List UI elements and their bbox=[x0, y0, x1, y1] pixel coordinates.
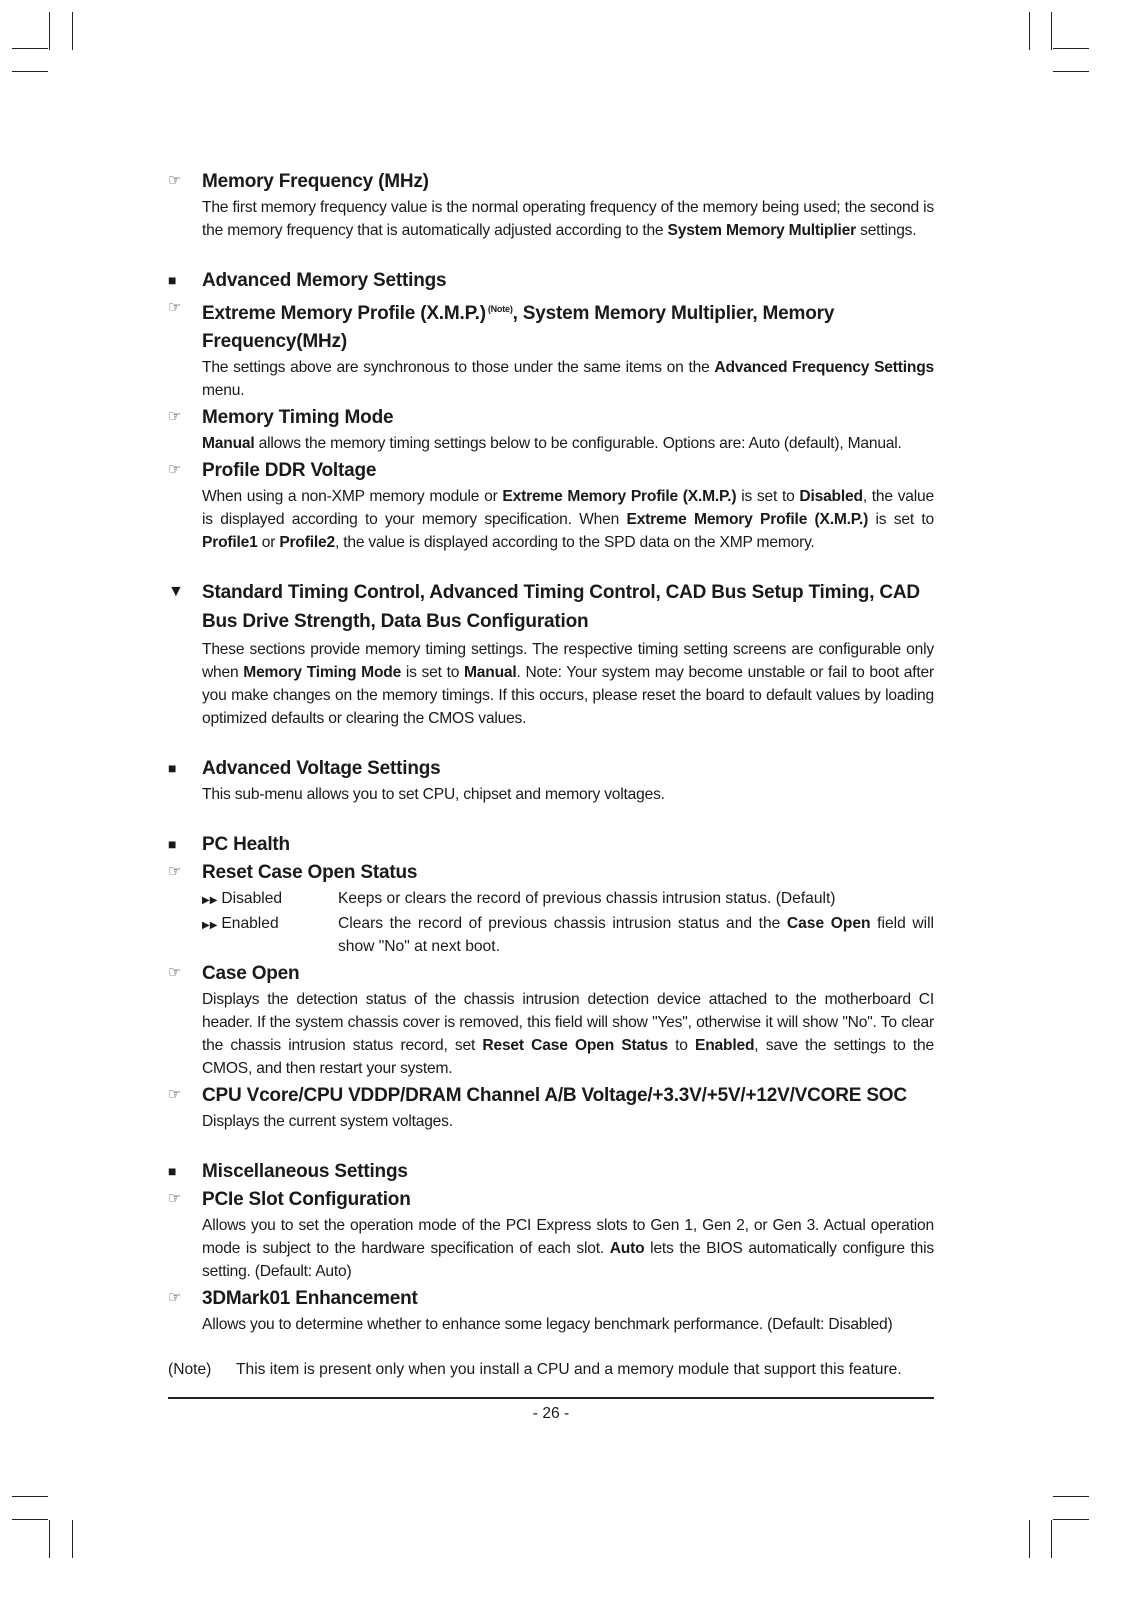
option-description: Clears the record of previous chassis intrusion status and the Case Open field will show "No" at next boot. bbox=[338, 915, 935, 955]
item-title: Profile DDR Voltage bbox=[202, 460, 377, 481]
item-3dmark01-enhancement bbox=[168, 1285, 934, 1336]
option-name: Disabled bbox=[221, 890, 283, 907]
crop-mark bbox=[49, 1520, 50, 1558]
square-bullet-icon: ■ bbox=[168, 1163, 177, 1179]
pointing-hand-icon: ☞ bbox=[168, 172, 182, 189]
double-arrow-icon: ▶▶ bbox=[202, 920, 218, 931]
crop-mark bbox=[1053, 71, 1089, 72]
pointing-hand-icon: ☞ bbox=[168, 863, 182, 880]
crop-mark bbox=[72, 1520, 73, 1558]
section-timing-control bbox=[168, 578, 934, 730]
pointing-hand-icon: ☞ bbox=[168, 408, 182, 425]
crop-mark bbox=[12, 71, 48, 72]
manual-page-content bbox=[168, 168, 934, 1336]
section-description: This sub-menu allows you to set CPU, chipset and memory voltages. bbox=[202, 786, 665, 803]
item-title: PCIe Slot Configuration bbox=[202, 1189, 411, 1210]
pointing-hand-icon: ☞ bbox=[168, 964, 182, 981]
double-arrow-icon: ▶▶ bbox=[202, 895, 218, 906]
option-row bbox=[202, 887, 934, 912]
item-memory-timing-mode bbox=[168, 404, 934, 455]
item-extreme-memory-profile bbox=[168, 295, 934, 402]
crop-mark bbox=[1051, 1520, 1052, 1558]
square-bullet-icon: ■ bbox=[168, 272, 177, 288]
note-superscript: (Note) bbox=[487, 304, 513, 314]
pointing-hand-icon: ☞ bbox=[168, 1086, 182, 1103]
pointing-hand-icon: ☞ bbox=[168, 1289, 182, 1306]
section-title: Standard Timing Control, Advanced Timing Control, CAD Bus Setup Timing, CAD Bus Drive Strength, Data Bus Configuration bbox=[202, 582, 920, 632]
item-description: Displays the detection status of the chassis intrusion detection device attached to the motherboard CI header. If the system chassis cover is removed, this field will show "Yes", otherwise it will show "No". To clear the chassis intrusion status record, set Reset Case Open Status to Enabled, save the settings to the CMOS, and then restart your system. bbox=[202, 991, 935, 1077]
section-title: Advanced Voltage Settings bbox=[202, 758, 441, 779]
item-description: The first memory frequency value is the normal operating frequency of the memory being used; the second is the memory frequency that is automatically adjusted according to the System Memory Multiplier settings. bbox=[202, 199, 934, 239]
page-number: - 26 - bbox=[532, 1405, 570, 1422]
crop-mark bbox=[12, 1496, 48, 1497]
section-title: PC Health bbox=[202, 834, 290, 855]
footnote-label: (Note) bbox=[168, 1361, 212, 1378]
item-profile-ddr-voltage bbox=[168, 457, 934, 554]
crop-mark bbox=[49, 12, 50, 50]
option-name: Enabled bbox=[221, 915, 279, 932]
crop-mark bbox=[1053, 1519, 1089, 1520]
item-memory-frequency bbox=[168, 168, 934, 242]
square-bullet-icon: ■ bbox=[168, 760, 177, 776]
item-pcie-slot-configuration bbox=[168, 1186, 934, 1283]
item-description: Manual allows the memory timing settings below to be configurable. Options are: Auto (default), Manual. bbox=[202, 435, 902, 452]
item-title: Memory Timing Mode bbox=[202, 407, 394, 428]
footer-rule bbox=[168, 1397, 934, 1399]
item-system-voltages bbox=[168, 1082, 934, 1133]
pointing-hand-icon: ☞ bbox=[168, 461, 182, 478]
section-miscellaneous-settings bbox=[168, 1157, 934, 1186]
option-description: Keeps or clears the record of previous chassis intrusion status. (Default) bbox=[338, 890, 836, 907]
section-title: Miscellaneous Settings bbox=[202, 1161, 408, 1182]
item-title: 3DMark01 Enhancement bbox=[202, 1288, 418, 1309]
crop-mark bbox=[12, 1519, 48, 1520]
pointing-hand-icon: ☞ bbox=[168, 299, 182, 316]
item-title: Extreme Memory Profile (X.M.P.) $^{(Note)}$, System Memory Multiplier, Memory Frequency(MHz) bbox=[202, 303, 835, 352]
item-description: Allows you to set the operation mode of the PCI Express slots to Gen 1, Gen 2, or Gen 3. Actual operation mode is subject to the hardware specification of each slot. Auto lets the BIOS automatically configure this setting. (Default: Auto) bbox=[202, 1217, 934, 1280]
item-title: CPU Vcore/CPU VDDP/DRAM Channel A/B Voltage/+3.3V/+5V/+12V/VCORE SOC bbox=[202, 1085, 907, 1106]
item-title: Memory Frequency (MHz) bbox=[202, 171, 429, 192]
item-title: Reset Case Open Status bbox=[202, 862, 418, 883]
section-description: These sections provide memory timing settings. The respective timing setting screens are configurable only when Memory Timing Mode is set to Manual. Note: Your system may become unstable or fail to boot after you make changes on the memory timings. If this occurs, please reset the board to default values by loading optimized defaults or clearing the CMOS values. bbox=[202, 641, 934, 727]
item-description: Displays the current system voltages. bbox=[202, 1113, 453, 1130]
item-case-open bbox=[168, 960, 934, 1080]
section-title: Advanced Memory Settings bbox=[202, 270, 447, 291]
item-reset-case-open-status bbox=[168, 859, 934, 958]
crop-mark bbox=[1053, 1496, 1089, 1497]
section-advanced-memory-settings bbox=[168, 266, 934, 295]
item-description: When using a non-XMP memory module or Extreme Memory Profile (X.M.P.) is set to Disabled, the value is displayed according to your memory specification. When Extreme Memory Profile (X.M.P.) is set to Profile1 or Profile2, the value is displayed according to the SPD data on the XMP memory. bbox=[202, 488, 934, 551]
footnote-text: This item is present only when you install a CPU and a memory module that support this feature. bbox=[236, 1361, 902, 1378]
down-triangle-icon: ▼ bbox=[168, 583, 184, 600]
crop-mark bbox=[1053, 48, 1089, 49]
section-advanced-voltage-settings bbox=[168, 754, 934, 806]
option-row bbox=[202, 912, 934, 958]
crop-mark bbox=[72, 12, 73, 50]
section-pc-health bbox=[168, 830, 934, 859]
item-description: The settings above are synchronous to those under the same items on the Advanced Frequency Settings menu. bbox=[202, 359, 934, 399]
crop-mark bbox=[1051, 12, 1052, 50]
square-bullet-icon: ■ bbox=[168, 836, 177, 852]
item-title: Case Open bbox=[202, 963, 300, 984]
crop-mark bbox=[12, 48, 48, 49]
item-description: Allows you to determine whether to enhance some legacy benchmark performance. (Default: Disabled) bbox=[202, 1316, 893, 1333]
crop-mark bbox=[1029, 12, 1030, 50]
crop-mark bbox=[1029, 1520, 1030, 1558]
pointing-hand-icon: ☞ bbox=[168, 1190, 182, 1207]
footnote bbox=[168, 1358, 934, 1381]
